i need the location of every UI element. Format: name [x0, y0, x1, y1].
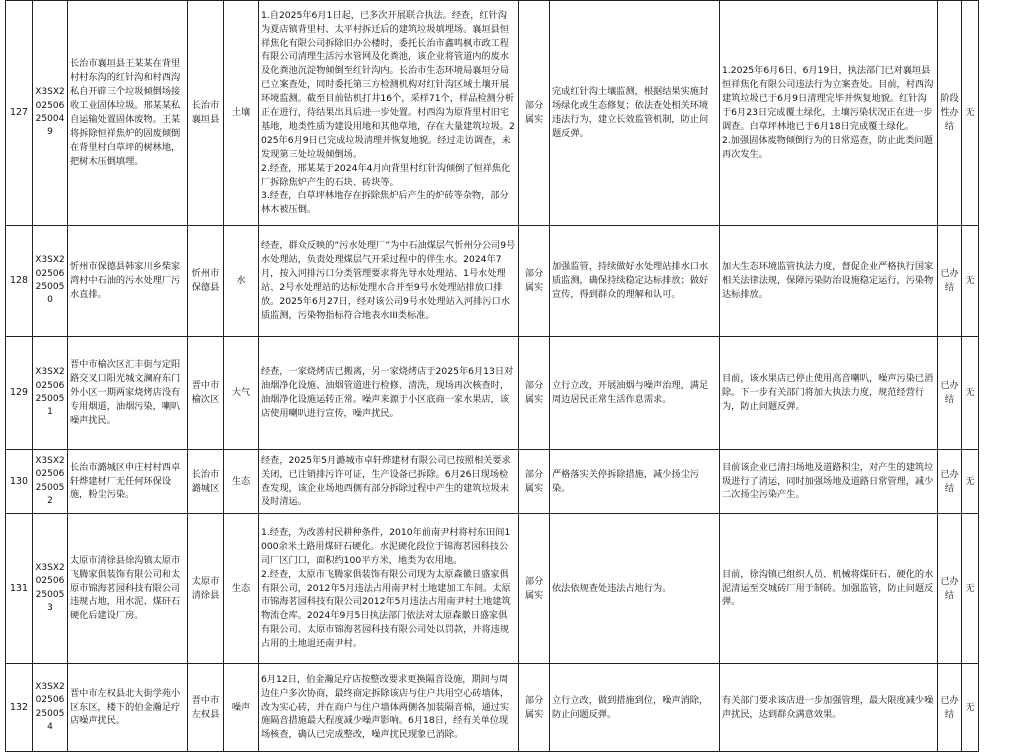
case-number-cell: 132 — [6, 664, 33, 752]
pollution-type-cell: 水 — [224, 226, 259, 337]
complaint-description-cell: 晋中市榆次区汇丰街与定阳路交叉口阳光城文澜府东门外小区一期两家烧烤店没有专用烟道，油烟污染，喇叭噪声扰民。 — [68, 337, 188, 450]
admin-area-cell: 长治市襄垣县 — [188, 1, 224, 226]
admin-area-cell: 长治市潞城区 — [188, 450, 224, 514]
completion-stage-cell: 阶段性办结 — [938, 1, 962, 226]
pollution-type-cell: 大气 — [224, 337, 259, 450]
case-code-cell: X3SX202506250051 — [33, 337, 68, 450]
attribution-status-cell: 部分属实 — [519, 337, 550, 450]
investigation-result-cell: 1.经查，为改善村民耕种条件，2010年前南尹村将村东田间1000余米土路用煤矸石硬化。水泥硬化段位于锦海茗园科技公司厂区门口，面积约100平方米，地类为农用地。 2.经查，太原市飞腾家俱装饰有限公司现为太原森徽日盛家俱有限公司，2012年5月违法占用南尹村土地建加工车间。太原市锦海茗园科技有限公司2012年5月违法占用南尹村土地建筑物流仓库。2024年9月5日执法部门依法对太原森徽日盛家俱有限公司、太原市锦海茗园科技有限公司处以罚款，并将违规占用的土地退还南尹村。 — [259, 514, 519, 664]
accountability-cell: 无 — [962, 514, 979, 664]
completion-stage-cell: 已办结 — [938, 226, 962, 337]
table-row — [6, 337, 979, 450]
attribution-status-cell: 部分属实 — [519, 450, 550, 514]
case-table — [5, 0, 979, 752]
table-row — [6, 664, 979, 752]
rectification-status-cell: 目前，徐沟镇已组织人员、机械将煤矸石、硬化的水泥清运至交城砖厂用于制砖。加强监管，防止问题反弹。 — [720, 514, 938, 664]
table-row — [6, 1, 979, 226]
handling-measure-cell: 完成红针沟土壤监测，根据结果实施封场绿化或生态修复；依法查处相关环境违法行为，建立长效监管机制，防止问题反弹。 — [550, 1, 720, 226]
investigation-result-cell: 1.自2025年6月1日起，已多次开展联合执法。经查，红针沟为夏店镇背里村、太平村拆迁后的建筑垃圾填埋场。襄垣县恒祥焦化有限公司拆除旧办公楼时，委托长治市鑫鸣枫市政工程有限公司清理生活污水管网及化粪池，该企业将管道内的废水及化粪池沉淀物倾倒至红针沟内。长治市生态环境局襄垣分局已立案查处，同时委托第三方检测机构对红针沟区域土壤开展环境监测。截至目前钻机打井16个，采样71个，样品检测分析正在进行，待结果出具后进一步处置。村西沟为原背里村旧宅基地，地类性质为建设用地和其他草地，存在大量建筑垃圾。2025年6月9日已完成垃圾清理并恢复地貌。经过走访调查，未发现第三处垃圾倾倒场。 2.经查，邢某某于2024年4月向背里村红针沟倾倒了恒祥焦化厂拆除焦炉产生的石块、砖块等。 3.经查，白草坪林地存在拆除焦炉后产生的炉砖等杂物，部分林木被压倒。 — [259, 1, 519, 226]
case-code-cell: X3SX202506250052 — [33, 450, 68, 514]
investigation-result-cell: 经查，群众反映的“污水处理厂”为中石油煤层气忻州分公司9号水处理站，负责处理煤层气开采过程中的伴生水。2024年7月，按入河排污口分类管理要求将先导水处理站、1号水处理站、2号水处理站的达标处理水合并至9号水处理站排放口排放。2025年6月27日，经对该公司9号水处理站入河排污口水质监测，污染物指标符合地表水III类标准。 — [259, 226, 519, 337]
attribution-status-cell: 部分属实 — [519, 514, 550, 664]
pollution-type-cell: 生态 — [224, 450, 259, 514]
investigation-result-cell: 经查，2025年5月潞城市卓轩烨建材有限公司已按照相关要求关闭，已注销排污许可证，生产设备已拆除。6月26日现场检查发现，该企业场地西侧有部分拆除过程中产生的建筑垃圾未及时清运。 — [259, 450, 519, 514]
rectification-status-cell: 目前该企业已清扫场地及道路积尘，对产生的建筑垃圾进行了清运，同时加强场地及道路日常管理，减少二次扬尘污染产生。 — [720, 450, 938, 514]
table-row — [6, 450, 979, 514]
case-code-cell: X3SX202506250050 — [33, 226, 68, 337]
accountability-cell: 无 — [962, 1, 979, 226]
table-body — [6, 1, 979, 752]
handling-measure-cell: 严格落实关停拆除措施，减少扬尘污染。 — [550, 450, 720, 514]
pollution-type-cell: 噪声 — [224, 664, 259, 752]
rectification-status-cell: 有关部门要求该店进一步加强管理，最大限度减少噪声扰民，达到群众满意效果。 — [720, 664, 938, 752]
table-row — [6, 514, 979, 664]
attribution-status-cell: 部分属实 — [519, 664, 550, 752]
completion-stage-cell: 已办结 — [938, 450, 962, 514]
completion-stage-cell: 已办结 — [938, 514, 962, 664]
admin-area-cell: 晋中市榆次区 — [188, 337, 224, 450]
complaint-description-cell: 长治市襄垣县王某某在背里村村东沟的红针沟和村西沟私自开辟三个垃圾倾倒场接收工业固体垃圾。邢某某私自运输处置固体废物。王某将拆除恒祥焦炉的固废倾倒在背里村白草坪的树林地，把树木压倒填埋。 — [68, 1, 188, 226]
case-code-cell: X3SX202506250053 — [33, 514, 68, 664]
rectification-status-cell: 加大生态环境监管执法力度，督促企业严格执行国家相关法律法规，保障污染防治设施稳定运行，污染物达标排放。 — [720, 226, 938, 337]
complaint-description-cell: 太原市清徐县徐沟镇太原市飞腾家俱装饰有限公司和太原市锦海茗园科技有限公司违规占地，用水泥、煤矸石硬化后建设厂房。 — [68, 514, 188, 664]
admin-area-cell: 晋中市左权县 — [188, 664, 224, 752]
case-number-cell: 129 — [6, 337, 33, 450]
pollution-type-cell: 生态 — [224, 514, 259, 664]
case-number-cell: 131 — [6, 514, 33, 664]
handling-measure-cell: 立行立改，做到措施到位，噪声消除，防止问题反弹。 — [550, 664, 720, 752]
rectification-status-cell: 1.2025年6月6日、6月19日，执法部门已对襄垣县恒祥焦化有限公司违法行为立案查处。目前，村西沟建筑垃圾已于6月9日清理完毕并恢复地貌。红针沟于6月23日完成覆土绿化，土壤污染状况正在进一步调查。白草坪林地已于6月18日完成覆土绿化。 2.加强固体废物倾倒行为的日常巡查，防止此类问题再次发生。 — [720, 1, 938, 226]
case-number-cell: 128 — [6, 226, 33, 337]
handling-measure-cell: 加强监管，持续做好水处理站排水口水质监测，确保持续稳定达标排放；做好宣传，得到群众的理解和认可。 — [550, 226, 720, 337]
case-number-cell: 127 — [6, 1, 33, 226]
table-row — [6, 226, 979, 337]
handling-measure-cell: 依法依规查处违法占地行为。 — [550, 514, 720, 664]
accountability-cell: 无 — [962, 337, 979, 450]
completion-stage-cell: 已办结 — [938, 337, 962, 450]
admin-area-cell: 忻州市保德县 — [188, 226, 224, 337]
complaint-description-cell: 忻州市保德县韩家川乡柴家湾村中石油的污水处理厂污水直排。 — [68, 226, 188, 337]
accountability-cell: 无 — [962, 664, 979, 752]
pollution-type-cell: 土壤 — [224, 1, 259, 226]
case-code-cell: X3SX202506250049 — [33, 1, 68, 226]
complaint-description-cell: 长治市潞城区申庄村村西卓轩烨建材厂无任何环保设施，粉尘污染。 — [68, 450, 188, 514]
attribution-status-cell: 部分属实 — [519, 226, 550, 337]
rectification-status-cell: 目前，该水果店已停止使用高音喇叭，噪声污染已消除。下一步有关部门将加大执法力度，规范经营行为，防止问题反弹。 — [720, 337, 938, 450]
completion-stage-cell: 已办结 — [938, 664, 962, 752]
investigation-result-cell: 6月12日，伯金瀚足疗店按整改要求更换隔音设施，期间与周边住户多次协商，最终商定拆除该店与住户共用空心砖墙体，改为实心砖，并在商户与住户墙体两侧各加装隔音棉，通过实施隔音措施最大程度减少噪声影响。6月18日，经有关单位现场核查，确认已完成整改，噪声扰民现象已消除。 — [259, 664, 519, 752]
complaint-description-cell: 晋中市左权县北大街学苑小区东区，楼下的伯金瀚足疗店噪声扰民。 — [68, 664, 188, 752]
accountability-cell: 无 — [962, 450, 979, 514]
investigation-result-cell: 经查，一家烧烤店已搬离，另一家烧烤店于2025年6月13日对油烟净化设施、油烟管道进行检修、清洗，现场再次核查时，油烟净化设施运转正常。噪声来源于小区底商一家水果店，该店使用喇叭进行宣传，噪声扰民。 — [259, 337, 519, 450]
handling-measure-cell: 立行立改，开展油烟与噪声治理，满足周边居民正常生活作息需求。 — [550, 337, 720, 450]
attribution-status-cell: 部分属实 — [519, 1, 550, 226]
case-number-cell: 130 — [6, 450, 33, 514]
accountability-cell: 无 — [962, 226, 979, 337]
case-code-cell: X3SX202506250054 — [33, 664, 68, 752]
admin-area-cell: 太原市清徐县 — [188, 514, 224, 664]
